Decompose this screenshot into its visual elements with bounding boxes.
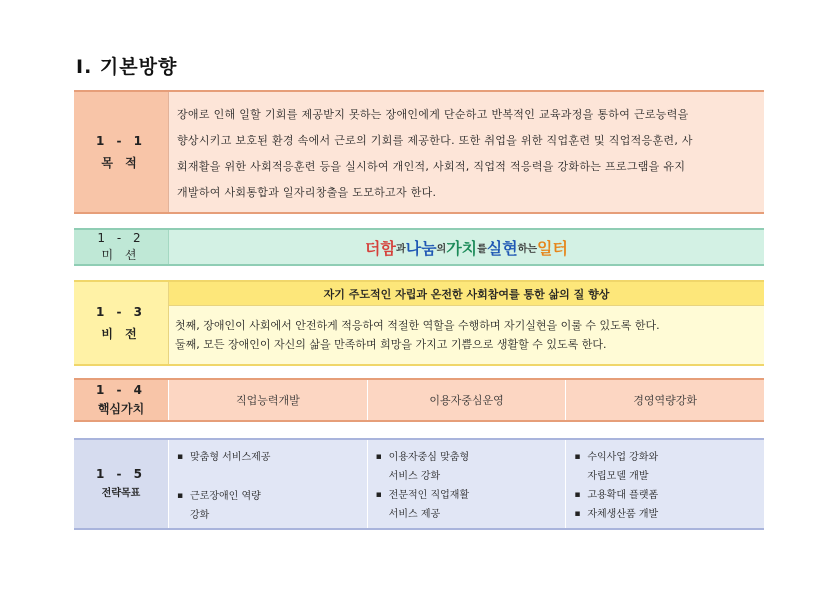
mission-label <box>74 230 168 264</box>
purpose-text <box>168 92 764 212</box>
purpose-label <box>74 92 168 212</box>
strategy-item <box>574 486 760 505</box>
core-values-label <box>74 380 168 420</box>
strategy-item <box>376 486 562 524</box>
strategy-item-line: 서비스 강화 <box>388 471 441 482</box>
purpose-line: 장애로 인해 일할 기회를 제공받지 못하는 장애인에게 단순하고 반복적인 교육과정을 통하여 근로능력을 <box>177 108 689 121</box>
core-values-row <box>74 378 764 422</box>
core-values-name: 핵심가치 <box>97 402 145 416</box>
strategy-item-line: 이용자중심 맞춤형 <box>388 452 470 463</box>
strategy-column <box>168 440 367 528</box>
purpose-row <box>74 90 764 214</box>
bullet-icon: ▪ <box>177 491 184 501</box>
vision-row <box>74 280 764 366</box>
strategy-column <box>565 440 764 528</box>
bullet-icon: ▪ <box>574 452 581 462</box>
vision-body <box>169 306 764 364</box>
page-title: Ⅰ. 기본방향 <box>76 56 178 78</box>
core-values-number: 1 - 4 <box>95 383 147 397</box>
strategy-item <box>376 448 562 486</box>
mission-name: 미 션 <box>101 248 141 262</box>
strategy-item-line: 수익사업 강화와 <box>587 452 659 463</box>
mission-particle: 의 <box>436 243 447 255</box>
vision-line: 둘째, 모든 장애인이 자신의 삶을 만족하며 희망을 가지고 기쁨으로 생활할 수 있도록 한다. <box>175 338 607 351</box>
strategy-item-line: 고용확대 플랫폼 <box>587 490 659 501</box>
mission-particle: 하는 <box>517 243 538 255</box>
strategy-label <box>74 440 168 528</box>
strategy-item-line: 맞춤형 서비스제공 <box>190 452 271 463</box>
mission-particle: 를 <box>477 243 487 255</box>
vision-number: 1 - 3 <box>95 305 147 319</box>
core-value-cell: 이용자중심운영 <box>367 380 566 420</box>
strategy-row <box>74 438 764 530</box>
strategy-item <box>574 448 760 486</box>
vision-line: 첫째, 장애인이 사회에서 안전하게 적응하여 적절한 역할을 수행하며 자기실현을 이룰 수 있도록 한다. <box>175 319 660 332</box>
strategy-item-line: 서비스 제공 <box>388 509 441 520</box>
strategy-number: 1 - 5 <box>95 467 147 481</box>
core-value-cell: 직업능력개발 <box>168 380 367 420</box>
mission-word: 나눔 <box>405 238 437 258</box>
bullet-icon: ▪ <box>574 490 581 500</box>
mission-word: 일터 <box>537 238 568 258</box>
strategy-name: 전략목표 <box>101 488 141 499</box>
strategy-item <box>574 505 760 524</box>
bullet-icon: ▪ <box>375 452 382 462</box>
mission-particle: 과 <box>395 243 406 255</box>
mission-number: 1 - 2 <box>97 231 145 245</box>
vision-headline: 자기 주도적인 자립과 온전한 사회참여를 통한 삶의 질 향상 <box>169 282 764 306</box>
vision-name: 비 전 <box>101 327 141 341</box>
mission-statement <box>168 230 764 264</box>
mission-word: 실현 <box>486 238 518 258</box>
strategy-item-line: 자체생산품 개발 <box>587 509 659 520</box>
strategy-item-line: 강화 <box>190 510 210 521</box>
strategy-item-line: 자립모델 개발 <box>587 471 649 482</box>
bullet-icon: ▪ <box>177 452 184 462</box>
strategy-column <box>367 440 566 528</box>
mission-word: 더함 <box>365 238 396 258</box>
core-value-cell: 경영역량강화 <box>565 380 764 420</box>
strategy-item <box>177 487 363 525</box>
bullet-icon: ▪ <box>375 490 382 500</box>
bullet-icon: ▪ <box>574 509 581 519</box>
vision-content <box>168 282 764 364</box>
purpose-line: 회재활을 위한 사회적응훈련 등을 실시하여 개인적, 사회적, 직업적 적응력을 강화하는 프로그램을 유지 <box>177 160 686 173</box>
purpose-name: 목 적 <box>101 156 141 170</box>
purpose-line: 개발하여 사회통합과 일자리창출을 도모하고자 한다. <box>177 186 437 199</box>
purpose-number: 1 - 1 <box>95 134 147 148</box>
strategy-item-line: 전문적인 직업재활 <box>388 490 470 501</box>
strategy-item <box>177 448 363 467</box>
strategy-item-line: 근로장애인 역량 <box>190 491 261 502</box>
purpose-line: 향상시키고 보호된 환경 속에서 근로의 기회를 제공한다. 또한 취업을 위한 직업훈련 및 직업적응훈련, 사 <box>177 134 693 147</box>
mission-row <box>74 228 764 266</box>
vision-label <box>74 282 168 364</box>
mission-word: 가치 <box>446 238 478 258</box>
